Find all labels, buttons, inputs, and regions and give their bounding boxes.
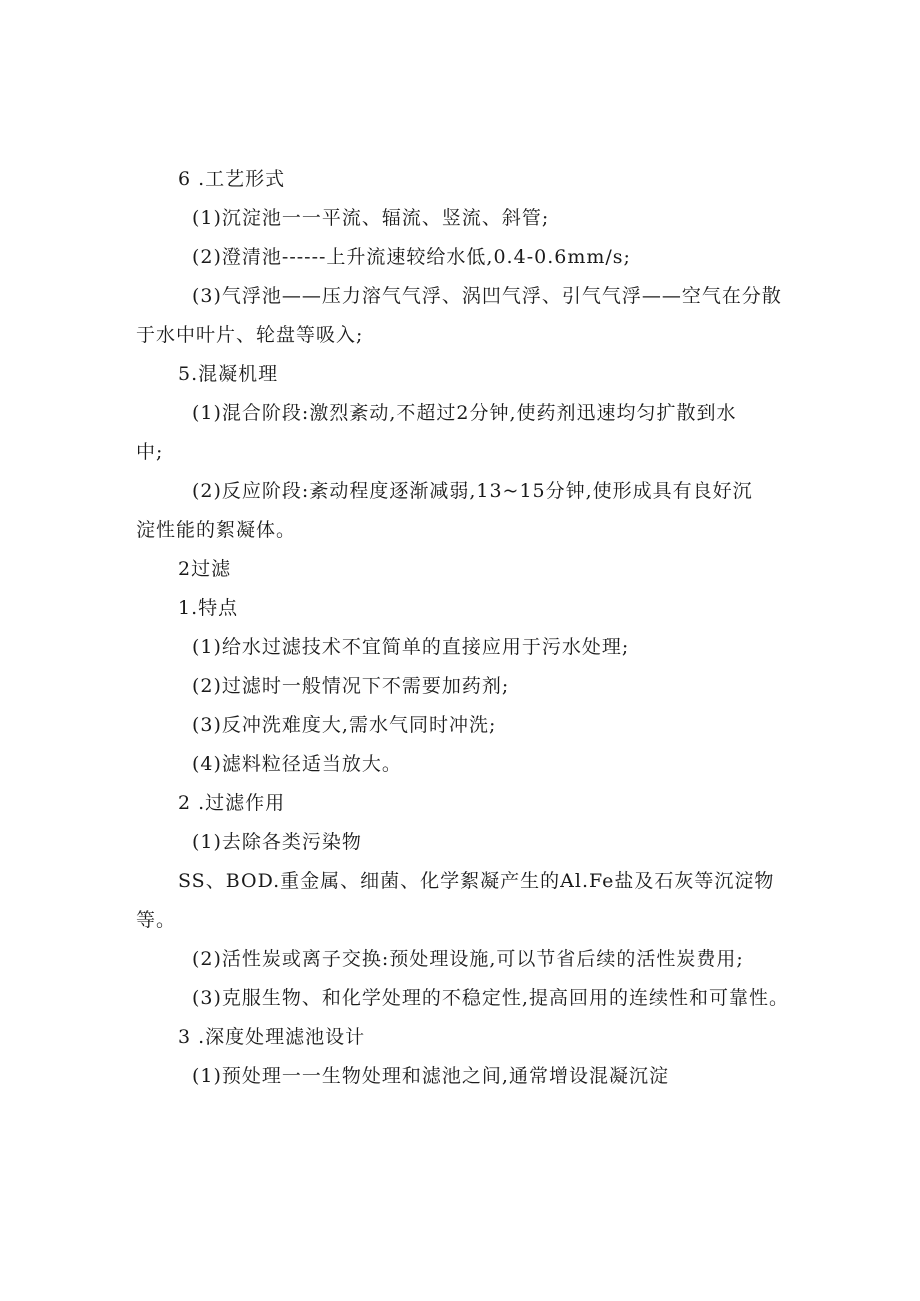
- heading-advanced-filter-design: 3 .深度处理滤池设计: [178, 1026, 366, 1048]
- paragraph-remove-pollutants: (1)去除各类污染物: [192, 831, 362, 853]
- paragraph-feature-1: (1)给水过滤技术不宜简单的直接应用于污水处理;: [192, 636, 630, 658]
- paragraph-pollutant-list: SS、BOD.重金属、细菌、化学絮凝产生的Al.Fe盐及石灰等沉淀物: [178, 870, 775, 892]
- heading-coagulation-mechanism: 5.混凝机理: [178, 363, 279, 385]
- heading-filtration-role: 2 .过滤作用: [178, 792, 286, 814]
- paragraph-pretreatment: (1)预处理一一生物处理和滤池之间,通常增设混凝沉淀: [192, 1065, 669, 1087]
- paragraph-mixing-stage: (1)混合阶段:激烈紊动,不超过2分钟,使药剂迅速均匀扩散到水: [192, 402, 737, 424]
- paragraph-pollutant-list-continued: 等。: [136, 909, 177, 931]
- paragraph-clarifier: (2)澄清池------上升流速较给水低,0.4-0.6mm/s;: [192, 246, 631, 268]
- heading-process-forms: 6 .工艺形式: [178, 168, 286, 190]
- paragraph-feature-2: (2)过滤时一般情况下不需要加药剂;: [192, 675, 510, 697]
- paragraph-feature-4: (4)滤料粒径适当放大。: [192, 753, 402, 775]
- paragraph-mixing-stage-continued: 中;: [136, 441, 164, 463]
- paragraph-sedimentation-tank: (1)沉淀池一一平流、辐流、竖流、斜管;: [192, 207, 550, 229]
- paragraph-flotation-tank-continued: 于水中叶片、轮盘等吸入;: [136, 324, 364, 346]
- paragraph-overcome-instability: (3)克服生物、和化学处理的不稳定性,提高回用的连续性和可靠性。: [192, 987, 789, 1009]
- paragraph-activated-carbon: (2)活性炭或离子交换:预处理设施,可以节省后续的活性炭费用;: [192, 948, 744, 970]
- paragraph-feature-3: (3)反冲洗难度大,需水气同时冲洗;: [192, 714, 497, 736]
- paragraph-flotation-tank: (3)气浮池——压力溶气气浮、涡凹气浮、引气气浮——空气在分散: [192, 285, 782, 307]
- heading-features: 1.特点: [178, 597, 239, 619]
- paragraph-reaction-stage: (2)反应阶段:紊动程度逐渐减弱,13~15分钟,使形成具有良好沉: [192, 480, 753, 502]
- heading-filtration: 2过滤: [178, 558, 232, 580]
- paragraph-reaction-stage-continued: 淀性能的絮凝体。: [136, 519, 297, 541]
